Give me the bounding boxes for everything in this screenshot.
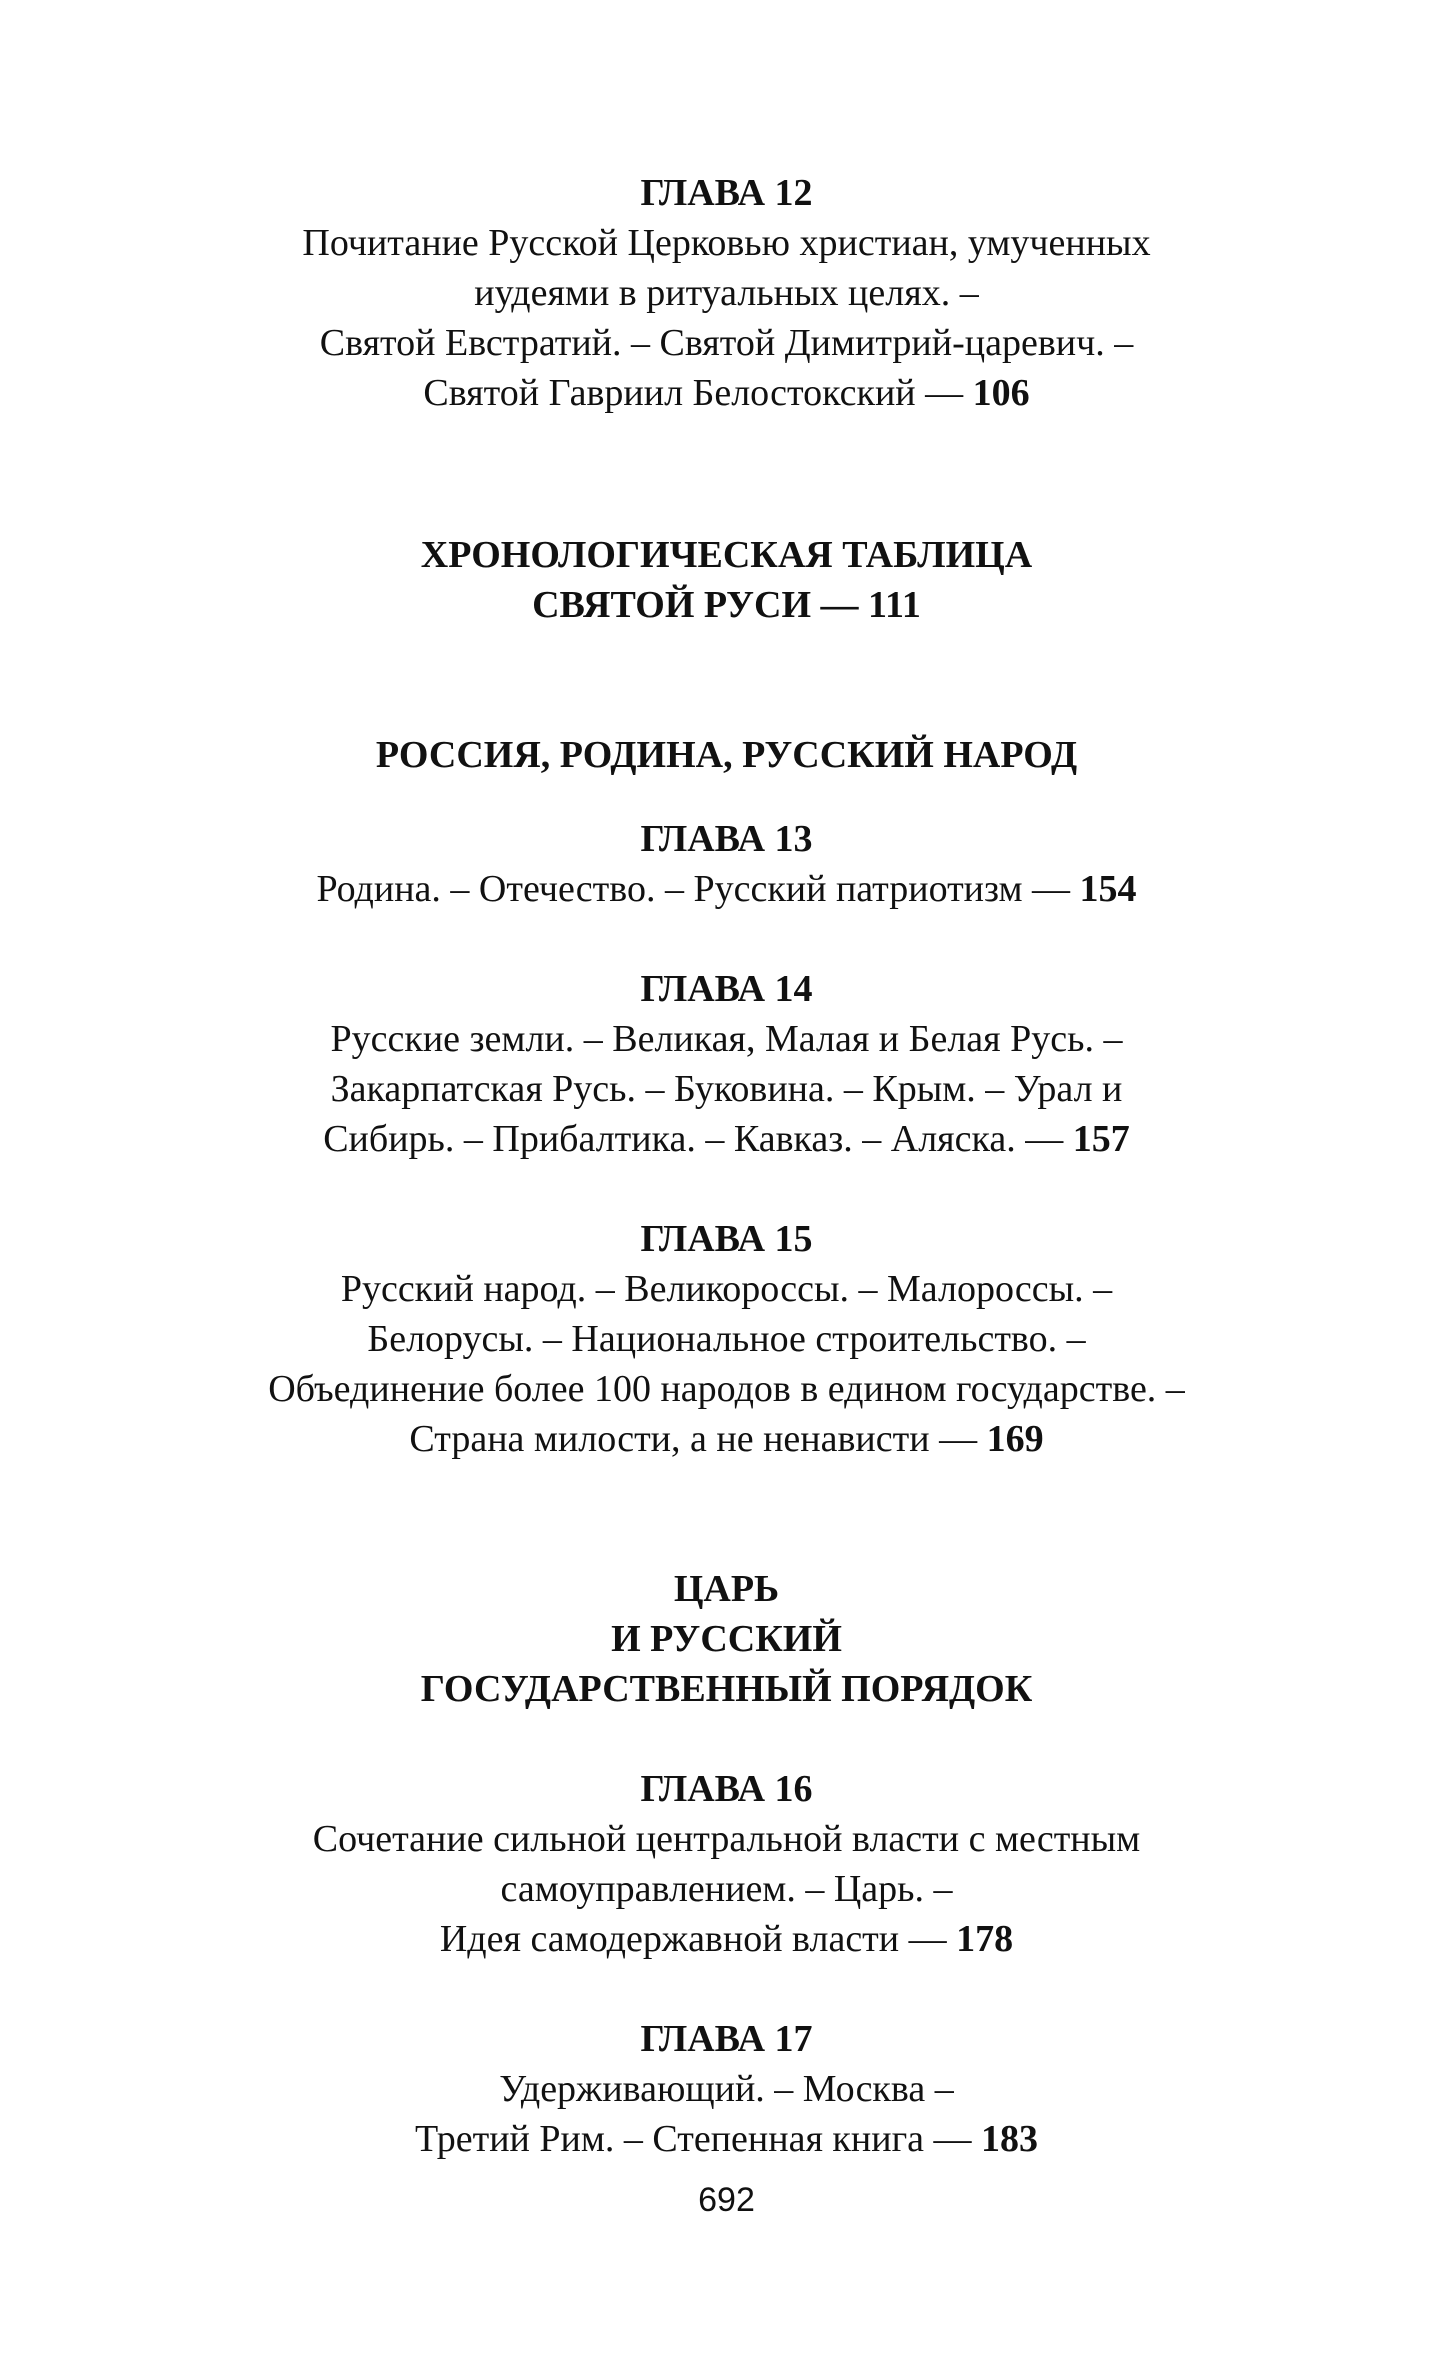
chapter-description-line: Белорусы. – Национальное строительство. – <box>367 1318 1086 1360</box>
chapter-description <box>150 2064 1303 2164</box>
page-reference: 106 <box>972 372 1030 414</box>
tsar-section-title <box>150 1564 1303 1714</box>
page-reference: 169 <box>986 1418 1044 1460</box>
chapter-description <box>150 218 1303 418</box>
chronology-section-title <box>150 530 1303 630</box>
chapter-description-line: Объединение более 100 народов в едином государстве. – <box>268 1368 1185 1410</box>
chapter-title: ГЛАВА 17 <box>640 2018 813 2060</box>
chapter-description-line <box>150 1114 1303 1164</box>
chapter-description-line: иудеями в ритуальных целях. – <box>474 272 979 314</box>
chapter-description-line: Сочетание сильной центральной власти с местным <box>312 1818 1141 1860</box>
chapter-17-entry <box>150 2014 1303 2164</box>
chapter-description-text: Святой Гавриил Белостокский — <box>423 372 973 414</box>
chapter-description-line <box>150 2114 1303 2164</box>
chapter-description-line <box>150 368 1303 418</box>
chapter-description-line: Русские земли. – Великая, Малая и Белая Русь. – <box>330 1018 1123 1060</box>
chapter-description-text: Третий Рим. – Степенная книга — <box>414 2118 982 2160</box>
chapter-title: ГЛАВА 13 <box>640 818 813 860</box>
chapter-title: ГЛАВА 15 <box>640 1218 813 1260</box>
section-title-line: И РУССКИЙ <box>611 1618 842 1660</box>
table-of-contents <box>150 168 1303 2164</box>
page-reference: 154 <box>1079 868 1137 910</box>
chapter-description-line: Закарпатская Русь. – Буковина. – Крым. – Урал и <box>330 1068 1123 1110</box>
chapter-description-line <box>150 864 1303 914</box>
chapter-15-entry <box>150 1214 1303 1464</box>
chapter-14-entry <box>150 964 1303 1164</box>
page-reference: 178 <box>956 1918 1014 1960</box>
page-reference: 183 <box>981 2118 1039 2160</box>
chapter-description <box>150 1014 1303 1164</box>
page-reference: 157 <box>1072 1118 1130 1160</box>
chapter-description-line: самоуправлением. – Царь. – <box>500 1868 953 1910</box>
chapter-description-line: Почитание Русской Церковью христиан, умученных <box>302 222 1151 264</box>
chapter-16-entry <box>150 1764 1303 1964</box>
chapter-description-text: Страна милости, а не ненависти — <box>409 1418 987 1460</box>
chapter-description-line <box>150 1914 1303 1964</box>
chapter-description-line: Святой Евстратий. – Святой Димитрий-царевич. – <box>319 322 1134 364</box>
chapter-title: ГЛАВА 14 <box>640 968 813 1010</box>
chapter-description-line: Русский народ. – Великороссы. – Малороссы. – <box>340 1268 1113 1310</box>
chapter-description <box>150 1814 1303 1964</box>
section-title-line: ГОСУДАРСТВЕННЫЙ ПОРЯДОК <box>420 1668 1033 1710</box>
chapter-description-line: Удерживающий. – Москва – <box>499 2068 954 2110</box>
chapter-description <box>150 864 1303 914</box>
chapter-description <box>150 1264 1303 1464</box>
chapter-title: ГЛАВА 16 <box>640 1768 813 1810</box>
chapter-description-line <box>150 1414 1303 1464</box>
chapter-description-text: Сибирь. – Прибалтика. – Кавказ. – Аляска. — <box>323 1118 1073 1160</box>
chapter-13-entry <box>150 814 1303 914</box>
section-title-line: ХРОНОЛОГИЧЕСКАЯ ТАБЛИЦА <box>420 534 1033 576</box>
chapter-title: ГЛАВА 12 <box>640 172 813 214</box>
page-number: 692 <box>698 2181 755 2219</box>
chapter-description-text: Идея самодержавной власти — <box>439 1918 957 1960</box>
section-title-line: СВЯТОЙ РУСИ — 111 <box>532 584 921 626</box>
chapter-12-entry <box>150 168 1303 418</box>
russia-section-title: РОССИЯ, РОДИНА, РУССКИЙ НАРОД <box>375 734 1078 776</box>
chapter-description-text: Родина. – Отечество. – Русский патриотизм — <box>316 868 1080 910</box>
section-title-line: ЦАРЬ <box>673 1568 780 1610</box>
